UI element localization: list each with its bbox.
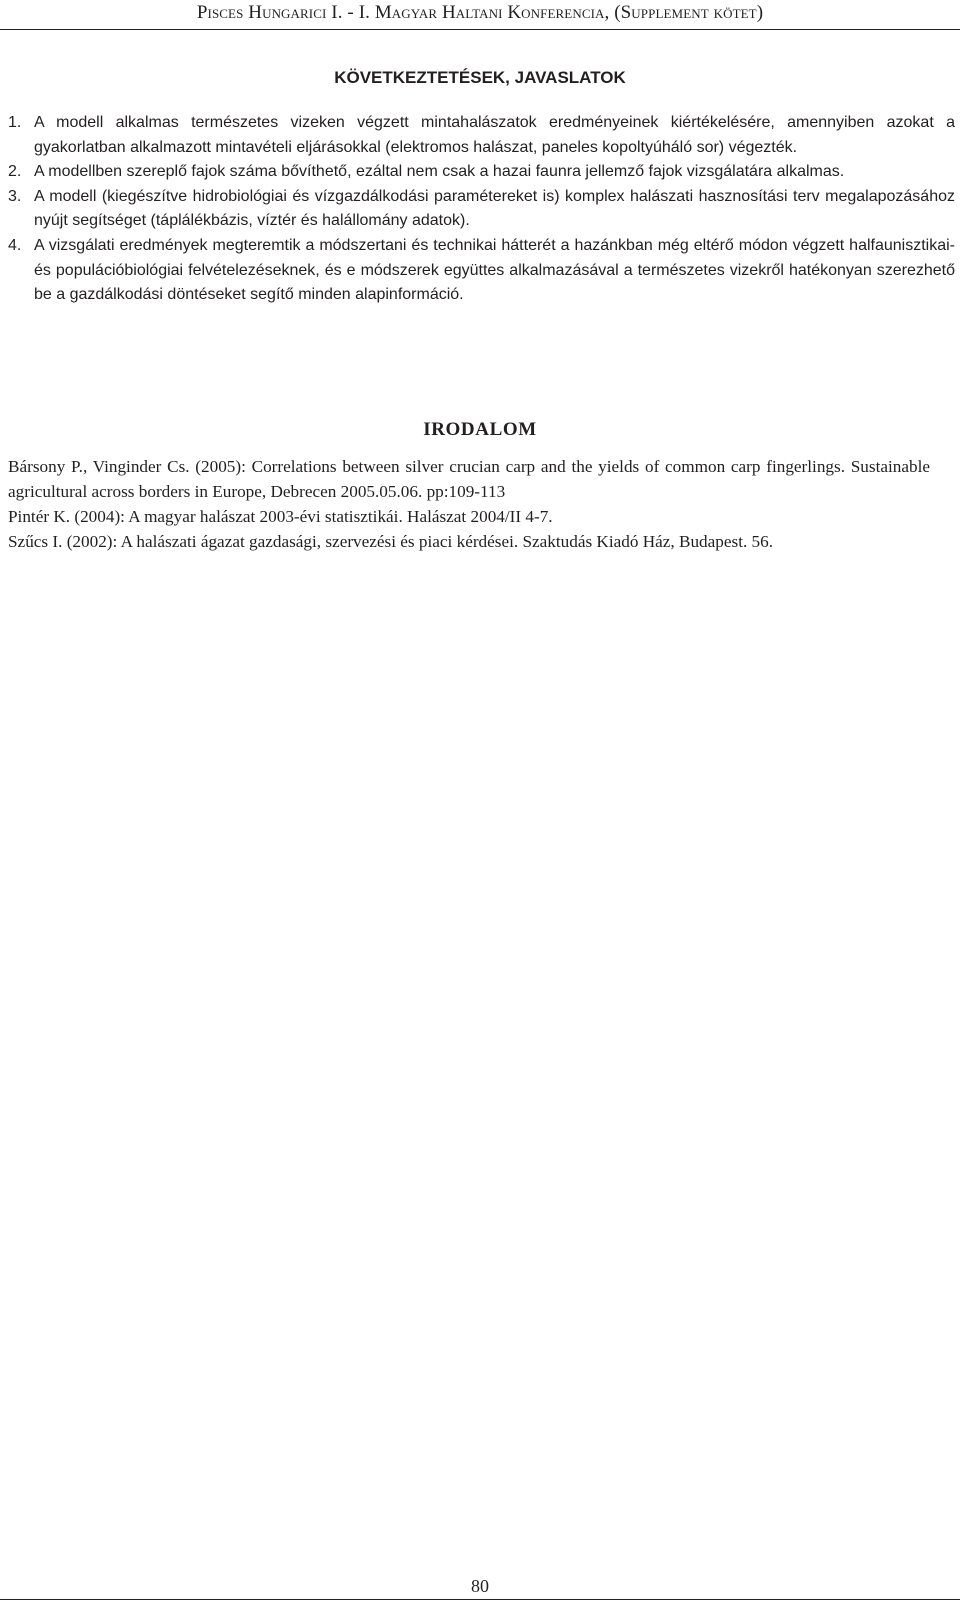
references-heading: IRODALOM: [423, 419, 537, 440]
conclusion-number: 4.: [8, 236, 22, 254]
conclusion-item: [8, 234, 955, 308]
footer-rule: [0, 1599, 960, 1600]
conclusion-text: A modell alkalmas természetes vizeken végzett mintahalászatok eredményeinek kiértékelésére, amennyiben azokat a gyakorlatban alkalmazott mintavételi eljárásokkal (elektromos halászat, paneles kopoltyúháló sor) végezték.: [34, 114, 955, 156]
conclusion-text: A modell (kiegészítve hidrobiológiai és vízgazdálkodási paramétereket is) komplex halászati hasznosítási terv megalapozásához nyújt segítséget (táplálékbázis, víztér és halállomány adatok).: [34, 187, 955, 230]
conclusion-number: 3.: [8, 187, 22, 205]
conclusion-text: A vizsgálati eredmények megteremtik a módszertani és technikai hátterét a hazánkban még eltérő módon végzett halfaunisztikai- és populációbiológiai felvételezéseknek, és e módszerek együttes alkalmazásával a természetes vizekről hatékonyan szerezhető be a gazdálkodási döntéseket segítő minden alapinformáció.: [34, 236, 955, 304]
page-number: 80: [471, 1576, 489, 1596]
conclusion-item: [8, 160, 955, 185]
reference-item: Bársony P., Vinginder Cs. (2005): Correlations between silver crucian carp and the yields of common carp fingerlings. Sustainable agricultural across borders in Europe, Debrecen 2005.05.06. pp:109-113: [8, 457, 930, 501]
conclusions-list: [8, 111, 955, 308]
conclusion-item: [8, 185, 955, 234]
conclusions-heading: KÖVETKEZTETÉSEK, JAVASLATOK: [334, 68, 626, 87]
reference-item: Szűcs I. (2002): A halászati ágazat gazdasági, szervezési és piaci kérdései. Szaktudás Kiadó Ház, Budapest. 56.: [8, 532, 774, 551]
running-title: Pisces Hungarici I. - I. Magyar Haltani Konferencia, (Supplement kötet): [196, 2, 764, 23]
conclusion-number: 2.: [8, 163, 22, 181]
conclusion-item: [8, 111, 955, 160]
references-list: [8, 454, 930, 554]
conclusion-number: 1.: [8, 114, 22, 131]
conclusion-text: A modellben szereplő fajok száma bővíthető, ezáltal nem csak a hazai faunra jellemző fajok vizsgálatára alkalmas.: [34, 163, 845, 181]
reference-item: Pintér K. (2004): A magyar halászat 2003-évi statisztikái. Halászat 2004/II 4-7.: [8, 507, 553, 526]
running-header: [0, 0, 960, 30]
